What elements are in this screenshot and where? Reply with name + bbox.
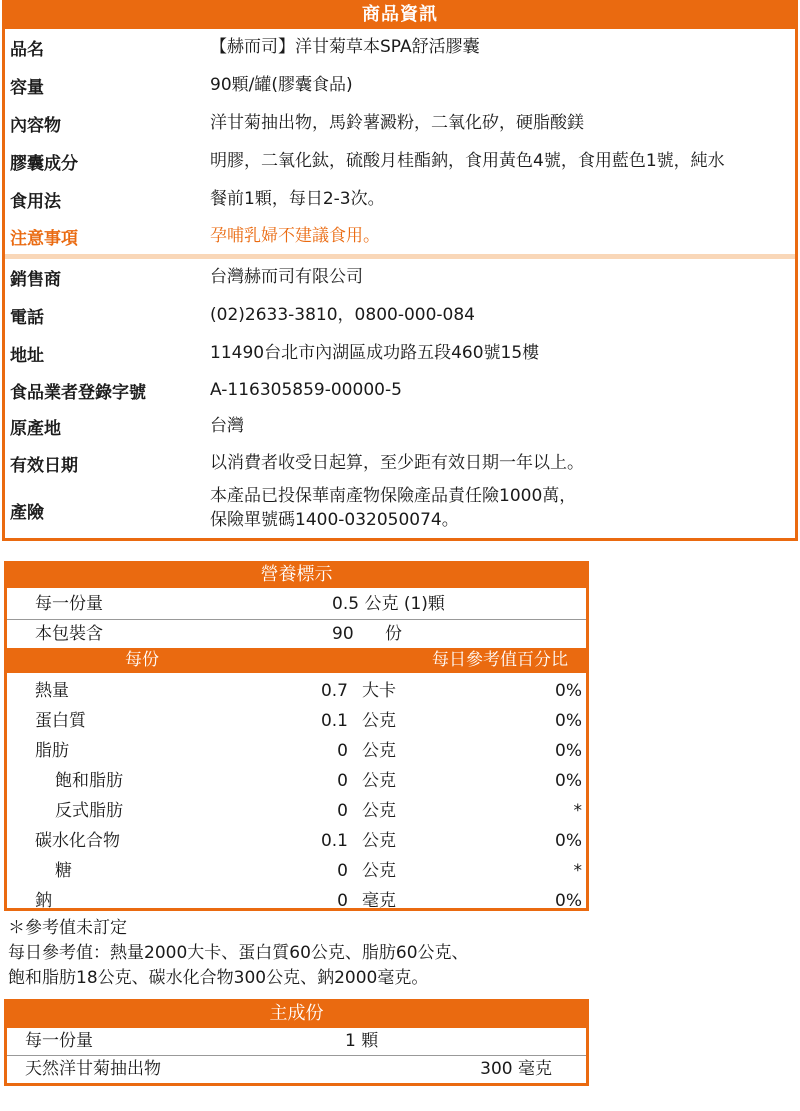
info-label: 品名 bbox=[10, 39, 44, 60]
info-value bbox=[210, 484, 576, 532]
info-label: 膠囊成分 bbox=[10, 153, 78, 174]
nutrient-name: 脂肪 bbox=[35, 741, 69, 761]
info-row-address bbox=[5, 338, 795, 368]
serving-label: 每一份量 bbox=[35, 594, 103, 614]
info-value: (02)2633-3810，0800-000-084 bbox=[210, 305, 475, 325]
nutrient-name: 鈉 bbox=[35, 891, 52, 911]
info-value: 洋甘菊抽出物，馬鈴薯澱粉，二氧化矽，硬脂酸鎂 bbox=[210, 113, 584, 133]
nutrient-unit: 公克 bbox=[362, 771, 396, 791]
info-label: 內容物 bbox=[10, 115, 61, 136]
nutrient-unit: 公克 bbox=[362, 711, 396, 731]
main-item-name: 天然洋甘菊抽出物 bbox=[25, 1059, 161, 1079]
info-label: 原產地 bbox=[10, 418, 61, 439]
info-value-warning: 孕哺乳婦不建議食用。 bbox=[210, 226, 380, 246]
nutrient-row bbox=[7, 676, 586, 706]
nutrient-row bbox=[7, 736, 586, 766]
main-ingredient-table bbox=[4, 999, 589, 1086]
info-row-name bbox=[5, 32, 795, 62]
info-row-insurance bbox=[5, 484, 795, 536]
nutrient-name: 蛋白質 bbox=[35, 711, 86, 731]
info-label: 有效日期 bbox=[10, 455, 78, 476]
info-value: 11490台北市內湖區成功路五段460號15樓 bbox=[210, 343, 540, 363]
info-label: 銷售商 bbox=[10, 269, 61, 290]
note-daily-reference-2: 飽和脂肪18公克、碳水化合物300公克、鈉2000毫克。 bbox=[8, 968, 429, 988]
info-row-phone bbox=[5, 300, 795, 330]
nutrient-unit: 公克 bbox=[362, 861, 396, 881]
main-item-row bbox=[7, 1056, 586, 1083]
info-value: 台灣赫而司有限公司 bbox=[210, 267, 363, 287]
info-label-warning: 注意事項 bbox=[10, 228, 78, 249]
nutrient-row bbox=[7, 856, 586, 886]
info-value: 餐前1顆，每日2-3次。 bbox=[210, 189, 385, 209]
nutrient-value: 0 bbox=[337, 861, 348, 881]
nutrient-unit: 公克 bbox=[362, 741, 396, 761]
nutrient-row bbox=[7, 766, 586, 796]
nutrient-name: 熱量 bbox=[35, 681, 69, 701]
info-row-contents bbox=[5, 108, 795, 138]
nutrient-value: 0 bbox=[337, 741, 348, 761]
main-serving-row bbox=[7, 1028, 586, 1055]
nutrient-daily-value: 0% bbox=[555, 891, 582, 911]
nutrient-value: 0.1 bbox=[320, 831, 348, 851]
note-daily-reference-1: 每日參考值：熱量2000大卡、蛋白質60公克、脂肪60公克、 bbox=[8, 943, 469, 963]
nutrient-daily-value: 0% bbox=[555, 771, 582, 791]
package-value: 90 bbox=[332, 624, 354, 644]
nutrient-value: 0 bbox=[337, 801, 348, 821]
insurance-line-1: 本產品已投保華南產物保險產品責任險1000萬， bbox=[210, 486, 577, 506]
section-divider bbox=[5, 254, 795, 259]
info-value: 90顆/罐(膠囊食品) bbox=[210, 75, 353, 95]
info-value: 台灣 bbox=[210, 416, 244, 436]
col-per-serving: 每份 bbox=[125, 650, 159, 670]
nutrient-daily-value: * bbox=[573, 801, 582, 821]
nutrition-table bbox=[4, 561, 589, 911]
info-row-registration bbox=[5, 375, 795, 405]
nutrition-title: 營養標示 bbox=[7, 561, 586, 588]
info-value: 明膠，二氧化鈦，硫酸月桂酯鈉，食用黃色4號，食用藍色1號，純水 bbox=[210, 151, 725, 171]
main-serving-label: 每一份量 bbox=[25, 1031, 93, 1051]
info-row-expiry bbox=[5, 448, 795, 478]
nutrient-row bbox=[7, 886, 586, 916]
nutrient-unit: 公克 bbox=[362, 801, 396, 821]
info-row-origin bbox=[5, 411, 795, 441]
nutrient-unit: 毫克 bbox=[362, 891, 396, 911]
nutrient-value: 0 bbox=[337, 771, 348, 791]
product-info-title: 商品資訊 bbox=[5, 0, 795, 29]
col-daily-value: 每日參考值百分比 bbox=[432, 650, 568, 670]
nutrient-unit: 大卡 bbox=[362, 681, 396, 701]
package-row bbox=[7, 619, 586, 649]
product-info-table bbox=[2, 0, 798, 541]
info-value: 【赫而司】洋甘菊草本SPA舒活膠囊 bbox=[210, 37, 480, 57]
nutrient-name: 碳水化合物 bbox=[35, 831, 120, 851]
serving-size-row bbox=[7, 589, 586, 619]
main-item-value: 300 毫克 bbox=[480, 1059, 552, 1079]
nutrient-value: 0.1 bbox=[320, 711, 348, 731]
nutrient-name: 反式脂肪 bbox=[55, 801, 123, 821]
info-row-capsule bbox=[5, 146, 795, 176]
info-label: 地址 bbox=[10, 345, 44, 366]
note-undefined: ＊參考值未訂定 bbox=[8, 918, 127, 938]
info-label: 食品業者登錄字號 bbox=[10, 382, 146, 403]
nutrient-name: 飽和脂肪 bbox=[55, 771, 123, 791]
info-label: 產險 bbox=[10, 502, 44, 523]
info-row-seller bbox=[5, 262, 795, 292]
nutrient-row bbox=[7, 826, 586, 856]
info-label: 容量 bbox=[10, 77, 44, 98]
nutrient-unit: 公克 bbox=[362, 831, 396, 851]
insurance-line-2: 保險單號碼1400-032050074。 bbox=[210, 510, 459, 530]
nutrient-daily-value: 0% bbox=[555, 681, 582, 701]
package-label: 本包裝含 bbox=[35, 624, 103, 644]
main-serving-value: 1 顆 bbox=[345, 1031, 379, 1051]
package-unit: 份 bbox=[385, 624, 402, 644]
serving-value: 0.5 公克 (1)顆 bbox=[332, 594, 445, 614]
nutrient-row bbox=[7, 796, 586, 826]
info-row-caution bbox=[5, 221, 795, 251]
nutrient-name: 糖 bbox=[55, 861, 72, 881]
nutrient-daily-value: 0% bbox=[555, 741, 582, 761]
info-row-capacity bbox=[5, 70, 795, 100]
info-row-usage bbox=[5, 184, 795, 214]
nutrient-value: 0.7 bbox=[320, 681, 348, 701]
nutrient-daily-value: * bbox=[573, 861, 582, 881]
info-value: A-116305859-00000-5 bbox=[210, 380, 402, 400]
nutrient-value: 0 bbox=[337, 891, 348, 911]
main-ingredient-title: 主成份 bbox=[7, 999, 586, 1028]
nutrient-row bbox=[7, 706, 586, 736]
info-label: 食用法 bbox=[10, 191, 61, 212]
info-value: 以消費者收受日起算，至少距有效日期一年以上。 bbox=[210, 453, 584, 473]
nutrient-daily-value: 0% bbox=[555, 711, 582, 731]
info-label: 電話 bbox=[10, 307, 44, 328]
nutrition-column-header bbox=[7, 648, 586, 673]
nutrient-daily-value: 0% bbox=[555, 831, 582, 851]
